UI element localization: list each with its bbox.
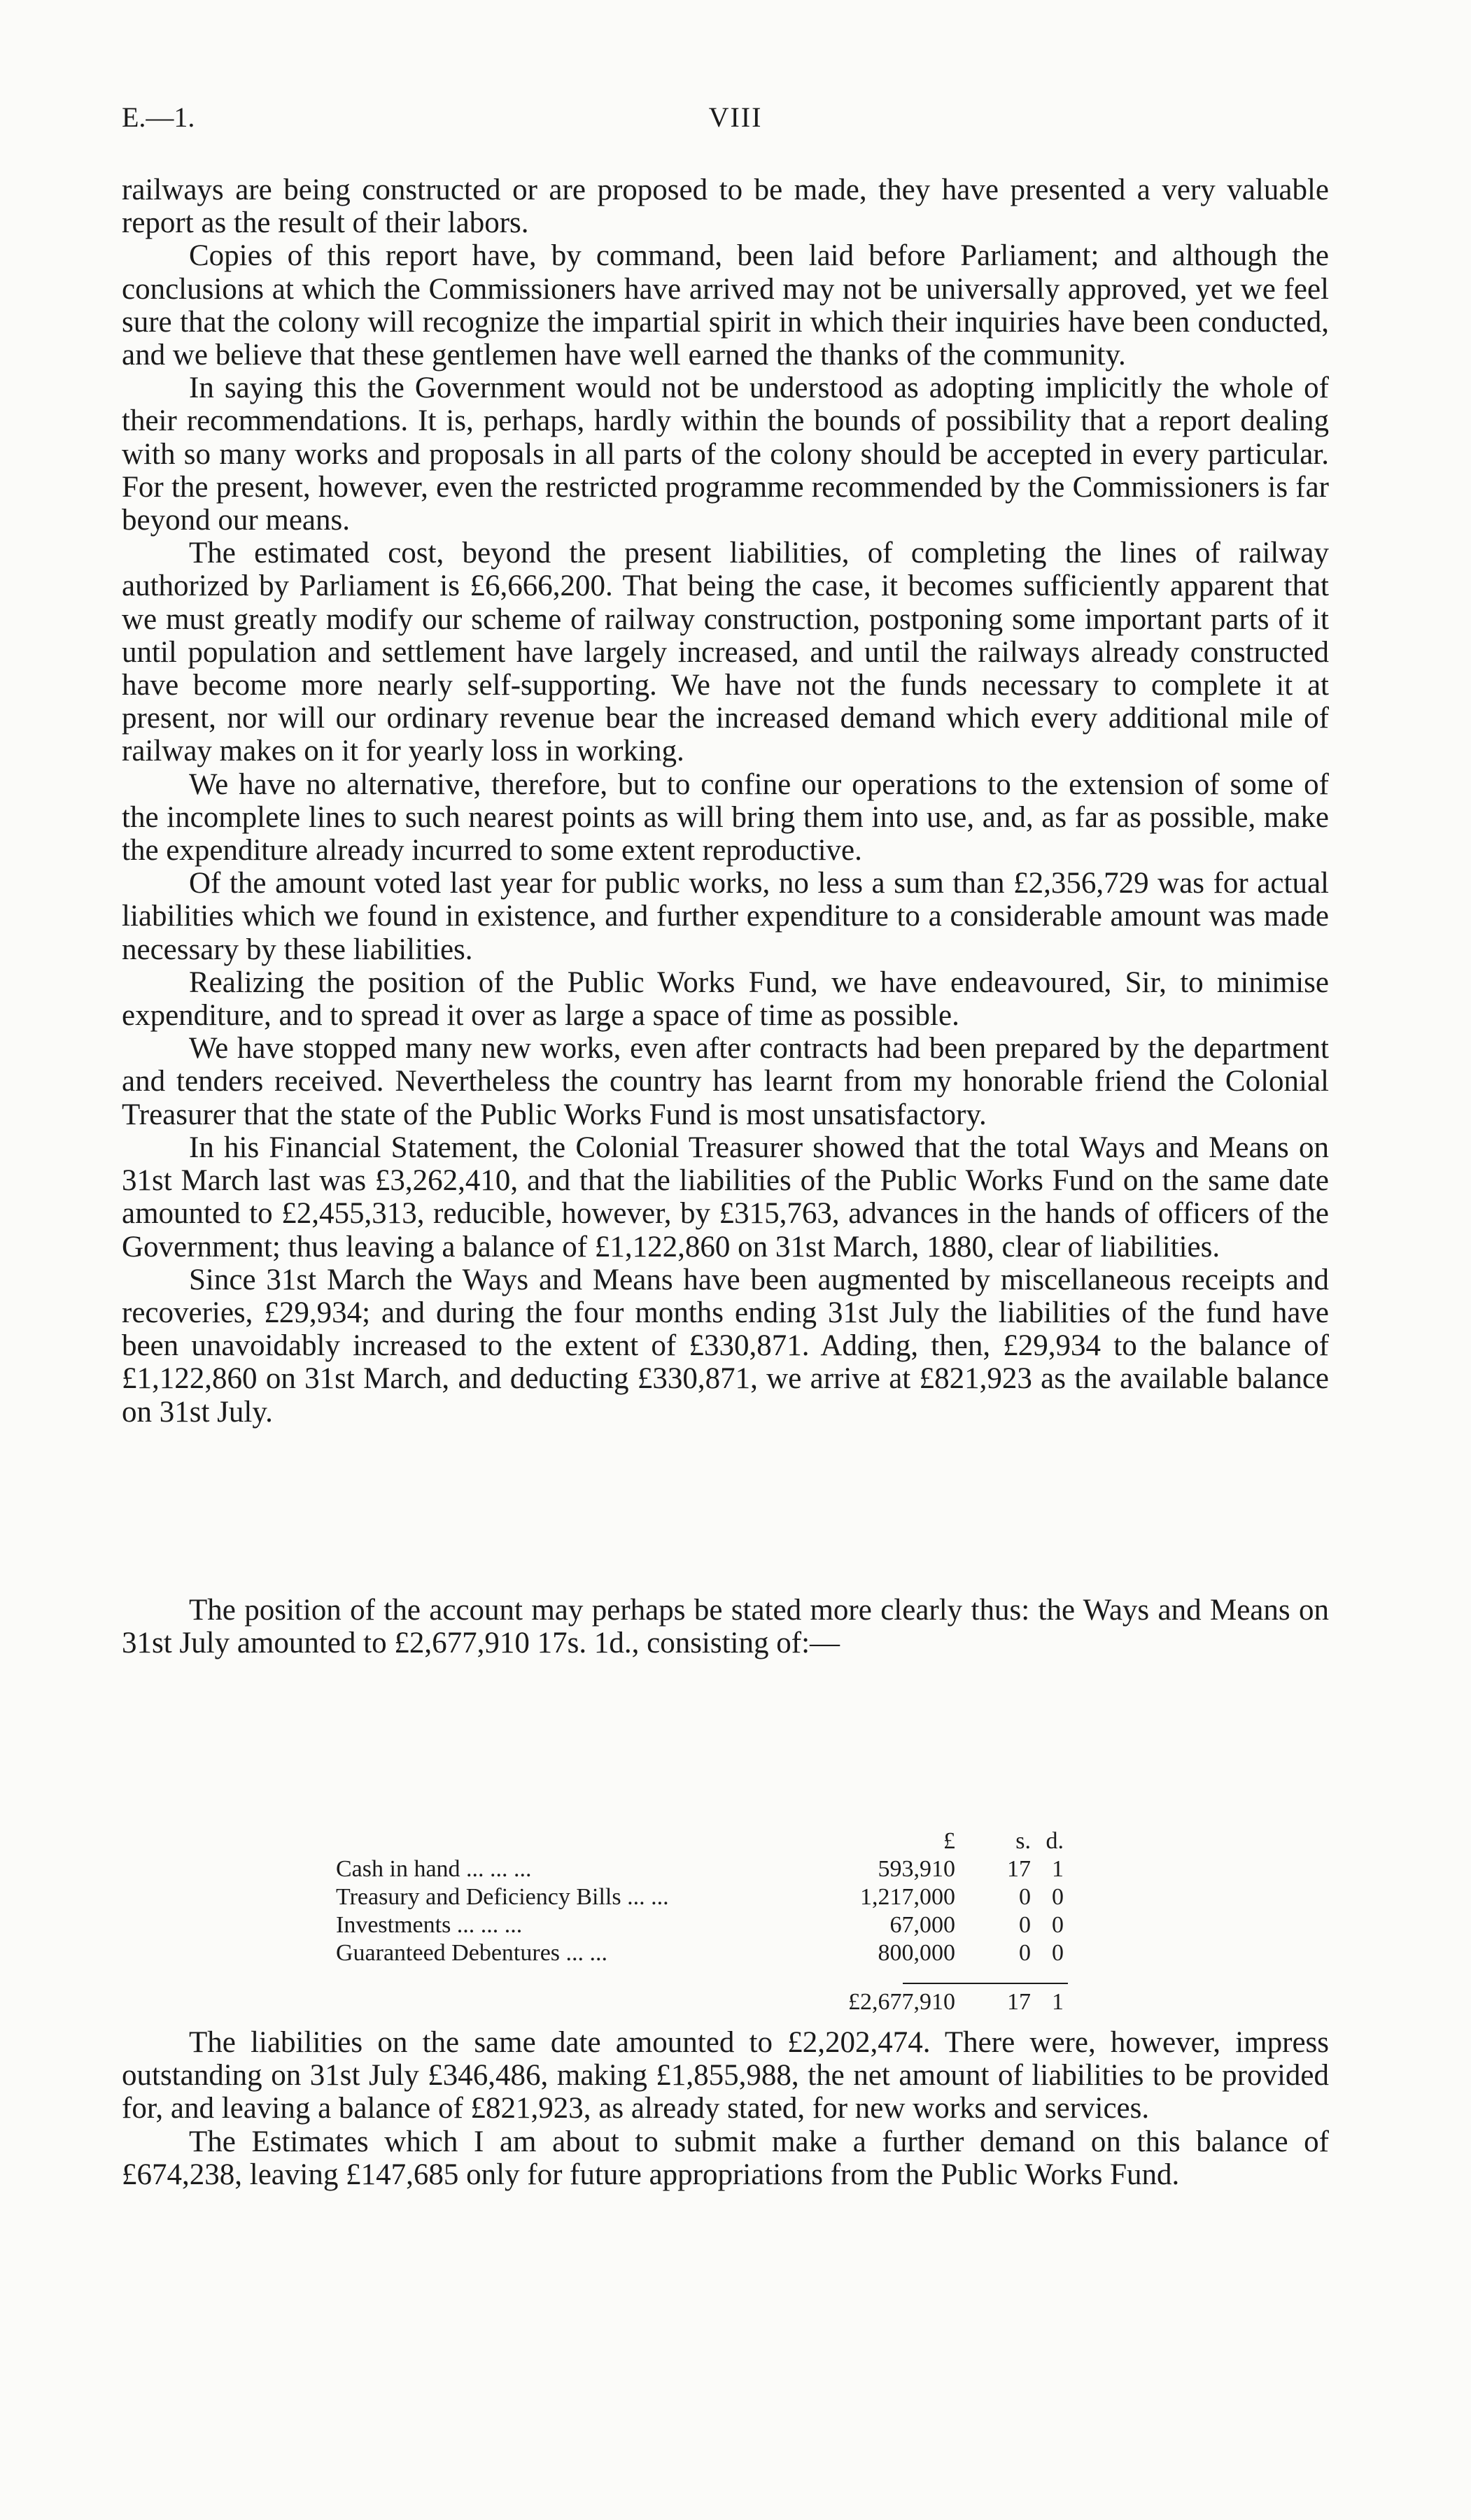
body-text-bottom <box>122 2026 1329 2191</box>
paragraph: In his Financial Statement, the Colonial Treasurer showed that the total Ways and Means on 31st March last was £3,262,410, and that the liabilities of the Public Works Fund on the same date amounted to £2,455,313, reducible, however, by £315,763, advances in the hands of officers of the Government; thus leaving a balance of £1,122,860 on 31st March, 1880, clear of liabilities. <box>122 1131 1329 1263</box>
paragraph: Copies of this report have, by command, been laid before Parliament; and although the conclusions at which the Commissioners have arrived may not be universally approved, yet we feel sure that the colony will recognize the impartial spirit in which their inquiries have been conducted, and we believe that these gentlemen have well earned the thanks of the community. <box>122 239 1329 372</box>
account-pence: 0 <box>1052 1940 1064 1966</box>
account-pence: 1 <box>1052 1856 1064 1882</box>
table-total-row <box>336 1983 1113 2015</box>
paragraph: Realizing the position of the Public Works Fund, we have endeavoured, Sir, to minimise expenditure, and to spread it over as large a space of time as possible. <box>122 965 1329 1033</box>
account-shillings: 0 <box>1019 1912 1031 1938</box>
pounds-column-header: £ <box>943 1828 955 1854</box>
account-pounds: 1,217,000 <box>860 1884 955 1910</box>
document-reference: E.—1. <box>122 101 195 133</box>
ways-and-means-table <box>336 1827 1113 2015</box>
table-row <box>336 1883 1113 1911</box>
account-label: Guaranteed Debentures ... ... <box>336 1940 608 1966</box>
paragraph: railways are being constructed or are proposed to be made, they have presented a very valuable report as the result of their labors. <box>122 174 1329 240</box>
paragraph: Of the amount voted last year for public works, no less a sum than £2,356,729 was for actual liabilities which we found in existence, and further expenditure to a considerable amount was made necessary by these liabilities. <box>122 867 1329 966</box>
page-number: VIII <box>708 101 763 133</box>
account-pounds: 800,000 <box>878 1940 955 1966</box>
paragraph: The estimated cost, beyond the present liabilities, of completing the lines of railway authorized by Parliament is £6,666,200. That being the case, it becomes sufficiently apparent that we must greatly modify our scheme of railway construction, postponing some important parts of it until population and settlement have largely increased, and until the railways already constructed have become more nearly self-supporting. We have not the funds necessary to complete it at present, nor will our ordinary revenue bear the increased demand which every additional mile of railway makes on it for yearly loss in working. <box>122 537 1329 768</box>
account-pence: 0 <box>1052 1912 1064 1938</box>
paragraph: In saying this the Government would not be understood as adopting implicitly the whole of their recommendations. It is, perhaps, hardly within the bounds of possibility that a report dealing with so many works and proposals in all parts of the colony should be accepted in every particular. For the present, however, even the restricted programme recommended by the Commissioners is far beyond our means. <box>122 371 1329 537</box>
paragraph: The position of the account may perhaps be stated more clearly thus: the Ways and Means on 31st July amounted to £2,677,910 17s. 1d., consisting of:— <box>122 1594 1329 1660</box>
account-label: Cash in hand ... ... ... <box>336 1856 532 1882</box>
total-shillings: 17 <box>1007 1989 1031 2015</box>
total-rule <box>903 1983 1068 1984</box>
paragraph: The liabilities on the same date amounted to £2,202,474. There were, however, impress outstanding on 31st July £346,486, making £1,855,988, the net amount of liabilities to be provided for, and leaving a balance of £821,923, as already stated, for new works and services. <box>122 2026 1329 2125</box>
table-row <box>336 1911 1113 1939</box>
account-pounds: 593,910 <box>878 1856 955 1882</box>
total-pence: 1 <box>1052 1989 1064 2015</box>
pence-column-header: d. <box>1046 1828 1064 1854</box>
paragraph: The Estimates which I am about to submit make a further demand on this balance of £674,238, leaving £147,685 only for future appropriations from the Public Works Fund. <box>122 2125 1329 2191</box>
paragraph: Since 31st March the Ways and Means have been augmented by miscellaneous receipts and recoveries, £29,934; and during the four months ending 31st July the liabilities of the fund have been unavoidably increased to the extent of £330,871. Adding, then, £29,934 to the balance of £1,122,860 on 31st March, and deducting £330,871, we arrive at £821,923 as the available balance on 31st July. <box>122 1263 1329 1429</box>
paragraph: We have stopped many new works, even after contracts had been prepared by the department and tenders received. Nevertheless the country has learnt from my honorable friend the Colonial Treasurer that the state of the Public Works Fund is most unsatisfactory. <box>122 1032 1329 1131</box>
table-row <box>336 1939 1113 1967</box>
table-row <box>336 1855 1113 1883</box>
paragraph: We have no alternative, therefore, but to confine our operations to the extension of some of the incomplete lines to such nearest points as will bring them into use, and, as far as possible, make the expenditure already incurred to some extent reproductive. <box>122 767 1329 868</box>
account-shillings: 17 <box>1007 1856 1031 1882</box>
account-shillings: 0 <box>1019 1884 1031 1910</box>
account-shillings: 0 <box>1019 1940 1031 1966</box>
account-label: Treasury and Deficiency Bills ... ... <box>336 1884 669 1910</box>
shillings-column-header: s. <box>1015 1828 1031 1854</box>
account-pence: 0 <box>1052 1884 1064 1910</box>
account-label: Investments ... ... ... <box>336 1912 523 1938</box>
page-header <box>122 97 1349 139</box>
body-text-top <box>122 174 1329 1429</box>
table-header-row <box>336 1827 1113 1855</box>
account-pounds: 67,000 <box>889 1912 955 1938</box>
total-pounds: £2,677,910 <box>848 1989 955 2015</box>
account-intro-text <box>122 1594 1329 1659</box>
